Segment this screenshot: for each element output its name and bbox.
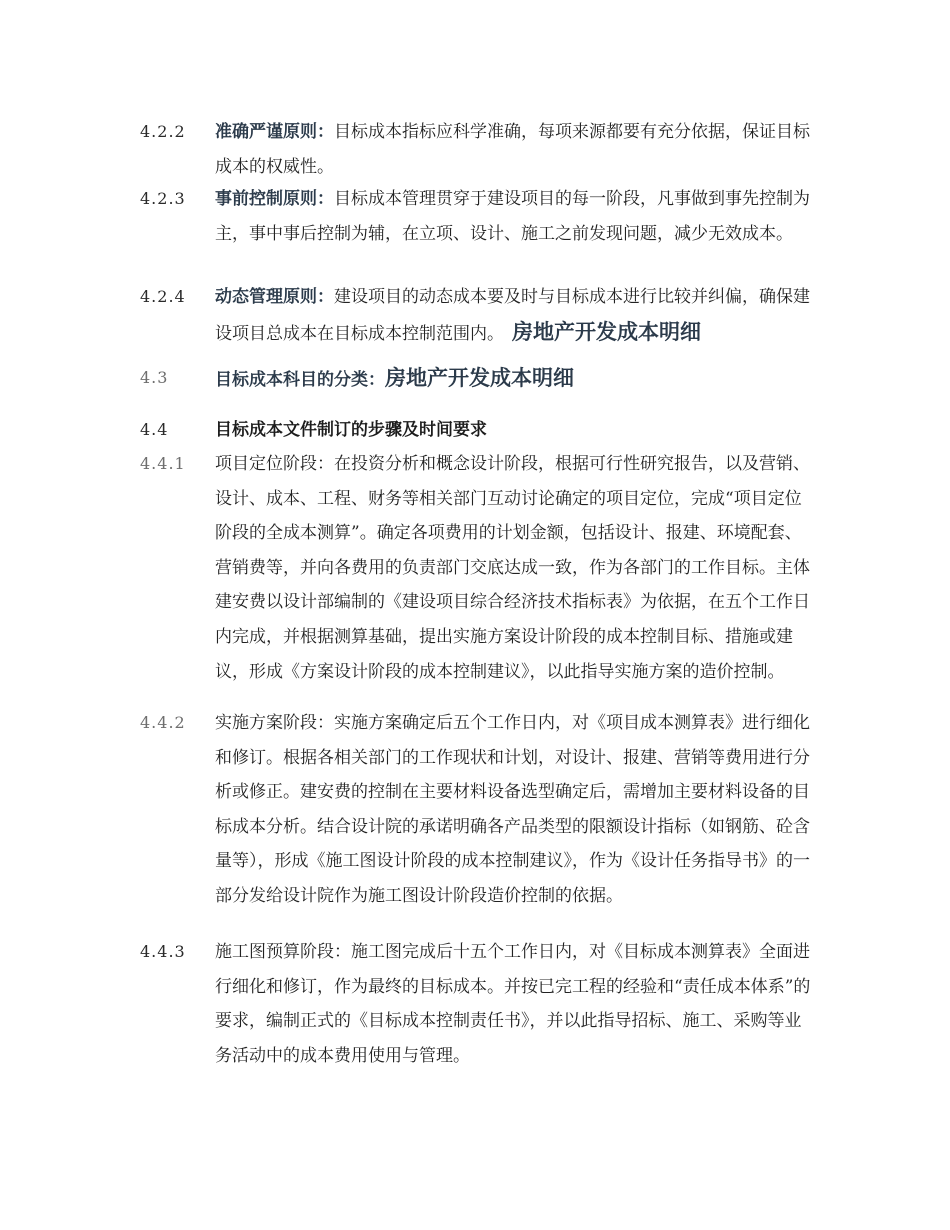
section-4-2-3 (140, 182, 830, 251)
section-number: 4.2.2 (140, 122, 186, 141)
section-title: 准确严谨原则： (215, 122, 334, 142)
section-heading: 目标成本文件制订的步骤及时间要求 (215, 420, 487, 440)
section-title: 动态管理原则： (215, 287, 334, 307)
section-title: 事前控制原则： (215, 189, 334, 209)
section-4-4-3 (140, 935, 830, 1073)
brand-link-text: 房地产开发成本明细 (512, 319, 701, 344)
section-text: 建设项目的动态成本要及时与目标成本进行比较并纠偏，确保建设项目总成本在目标成本控制范围内。 (215, 287, 810, 344)
section-number: 4.4.2 (140, 713, 186, 732)
section-4-4-1 (140, 447, 830, 689)
section-text: 目标成本管理贯穿于建设项目的每一阶段，凡事做到事先控制为主，事中事后控制为辅，在立项、设计、施工之前发现问题，减少无效成本。 (215, 189, 810, 244)
section-body: 施工图预算阶段：施工图完成后十五个工作日内，对《目标成本测算表》全面进行细化和修订，作为最终的目标成本。并按已完工程的经验和“责任成本体系”的要求，编制正式的《目标成本控制责任书》，并以此指导招标、施工、采购等业务活动中的成本费用使用与管理。 (215, 942, 811, 1066)
brand-link-text: 房地产开发成本明细 (385, 366, 574, 390)
section-number: 4.2.3 (140, 189, 186, 208)
section-body: 实施方案阶段：实施方案确定后五个工作日内，对《项目成本测算表》进行细化和修订。根据各相关部门的工作现状和计划，对设计、报建、营销等费用进行分析或修正。建安费的控制在主要材料设备选型确定后，需增加主要材料设备的目标成本分析。结合设计院的承诺明确各产品类型的限额设计指标（如钢筋、砼含量等），形成《施工图设计阶段的成本控制建议》，作为《设计任务指导书》的一部分发给设计院作为施工图设计阶段造价控制的依据。 (215, 713, 810, 906)
section-body (215, 182, 813, 251)
section-number: 4.2.4 (140, 287, 186, 306)
section-4-4-2 (140, 706, 830, 914)
section-title: 目标成本科目的分类： (215, 370, 385, 390)
section-4-2-4 (140, 280, 830, 351)
section-4-4 (140, 413, 830, 448)
section-number: 4.4.3 (140, 942, 186, 961)
section-text: 目标成本指标应科学准确，每项来源都要有充分依据，保证目标成本的权威性。 (215, 122, 810, 177)
section-number: 4.3 (140, 368, 169, 387)
section-number: 4.4 (140, 420, 169, 439)
section-body: 项目定位阶段：在投资分析和概念设计阶段，根据可行性研究报告，以及营销、设计、成本、工程、财务等相关部门互动讨论确定的项目定位，完成“项目定位阶段的全成本测算”。确定各项费用的计划金额，包括设计、报建、环境配套、营销费等，并向各费用的负责部门交底达成一致，作为各部门的工作目标。主体建安费以设计部编制的《建设项目综合经济技术指标表》为依据，在五个工作日内完成，并根据测算基础，提出实施方案设计阶段的成本控制目标、措施或建议，形成《方案设计阶段的成本控制建议》，以此指导实施方案的造价控制。 (215, 454, 810, 682)
section-body (215, 413, 813, 448)
section-number: 4.4.1 (140, 454, 186, 473)
section-body (215, 115, 813, 184)
section-4-2-2 (140, 115, 830, 184)
section-body (215, 280, 813, 351)
section-body (215, 361, 813, 398)
section-4-3 (140, 361, 830, 398)
